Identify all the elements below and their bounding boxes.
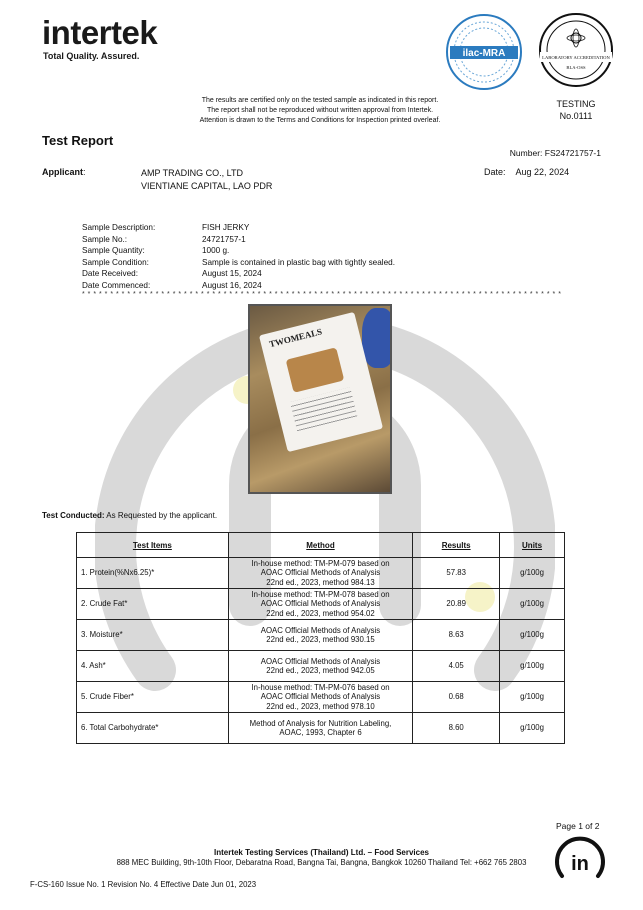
page-number: Page 1 of 2 — [556, 821, 600, 831]
sample-row — [82, 280, 395, 292]
result-cell: 0.68 — [413, 682, 500, 713]
result-cell: 8.60 — [413, 713, 500, 744]
table-row — [77, 589, 565, 620]
footer-company: Intertek Testing Services (Thailand) Ltd. – Food Services — [213, 848, 430, 857]
notice-line: The results are certified only on the tested sample as indicated in this report. — [201, 97, 439, 104]
applicant-name: AMP TRADING CO., LTD — [141, 168, 244, 178]
method-line: Method of Analysis for Nutrition Labeling, — [249, 718, 392, 728]
testing-number — [540, 98, 612, 122]
column-header: Units — [500, 533, 565, 558]
results-body — [77, 558, 565, 744]
sample-key: Sample Condition: — [82, 257, 149, 267]
sample-key: Date Commenced: — [82, 280, 151, 290]
applicant-address: VIENTIANE CAPITAL, LAO PDR — [141, 181, 273, 191]
method-line: AOAC Official Methods of Analysis — [260, 599, 381, 609]
test-item-cell: 4. Ash* — [77, 651, 229, 682]
accreditation-text: LABORATORY ACCREDITATION — [542, 55, 610, 60]
table-header-row — [77, 533, 565, 558]
test-item-cell: 6. Total Carbohydrate* — [77, 713, 229, 744]
logo-tagline: Total Quality. Assured. — [43, 51, 140, 61]
method-line: AOAC Official Methods of Analysis — [260, 625, 381, 635]
testing-label: TESTING — [556, 99, 596, 109]
method-line: AOAC Official Methods of Analysis — [260, 568, 381, 578]
result-cell: 8.63 — [413, 620, 500, 651]
ilac-text: ilac-MRA — [462, 48, 506, 59]
sample-row — [82, 268, 395, 280]
sample-row — [82, 222, 395, 234]
method-cell — [228, 682, 413, 713]
unit-cell: g/100g — [500, 651, 565, 682]
method-line: AOAC Official Methods of Analysis — [260, 656, 381, 666]
page-title: Test Report — [42, 133, 114, 148]
table-row — [77, 558, 565, 589]
method-line: AOAC, 1993, Chapter 6 — [279, 728, 362, 737]
unit-cell: g/100g — [500, 620, 565, 651]
method-line: In-house method: TM-PM-076 based on — [251, 682, 390, 692]
accreditation-code: BLA-OSS — [566, 65, 586, 70]
sample-row — [82, 245, 395, 257]
divider: * * * * * * * * * * * * * * * * * * * * * * * * * * * * * * * * * * * * * * * * * * * * * * * * * * * * * * * * * * * * * * * * * * * * * * * * * * * * * * * * * * * * * — [82, 291, 562, 298]
applicant-label: Applicant: — [42, 167, 86, 177]
method-line: 22nd ed., 2023, method 942.05 — [266, 666, 375, 675]
unit-cell: g/100g — [500, 589, 565, 620]
report-number: Number: FS24721757-1 — [509, 148, 601, 158]
applicant-label-text: Applicant — [42, 167, 84, 177]
accreditation-seal — [538, 12, 614, 88]
sample-row — [82, 257, 395, 269]
seal-text: in — [571, 853, 589, 875]
sample-photo — [248, 304, 392, 494]
unit-cell: g/100g — [500, 713, 565, 744]
ilac-mra-logo — [444, 12, 524, 92]
notice-line: Attention is drawn to the Terms and Conditions for Inspection printed overleaf. — [199, 117, 441, 124]
method-cell — [228, 558, 413, 589]
unit-cell: g/100g — [500, 558, 565, 589]
results-table — [76, 532, 565, 744]
footer-form: F-CS-160 Issue No. 1 Revision No. 4 Effective Date Jun 01, 2023 — [30, 880, 257, 889]
test-item-cell: 3. Moisture* — [77, 620, 229, 651]
footer-address: 888 MEC Building, 9th-10th Floor, Debaratna Road, Bangna Tai, Bangna, Bangkok 10260 Thailand Tel: +662 765 2803 — [116, 858, 527, 867]
method-line: 22nd ed., 2023, method 978.10 — [266, 701, 375, 711]
certification-notice — [150, 96, 490, 126]
package-art — [286, 347, 345, 393]
result-cell: 20.89 — [413, 589, 500, 620]
method-cell — [228, 713, 413, 744]
sample-key: Sample Description: — [82, 223, 156, 232]
date-label: Date: — [484, 167, 506, 177]
date-value: Aug 22, 2024 — [515, 167, 570, 177]
sample-value: 24721757-1 — [202, 234, 246, 244]
method-line: AOAC Official Methods of Analysis — [260, 692, 381, 702]
table-row — [77, 620, 565, 651]
sample-info — [82, 222, 395, 292]
table-row — [77, 713, 565, 744]
sample-key: Sample Quantity: — [82, 246, 145, 256]
column-header: Method — [228, 533, 413, 558]
test-conducted — [42, 511, 217, 520]
sample-value: 1000 g. — [202, 246, 230, 256]
package-text-lines — [290, 387, 357, 431]
sample-value: August 16, 2024 — [202, 280, 262, 290]
notice-line: The report shall not be reproduced without written approval from Intertek. — [206, 107, 434, 114]
unit-cell: g/100g — [500, 682, 565, 713]
sample-value: Sample is contained in plastic bag with tightly sealed. — [202, 257, 395, 267]
test-item-cell: 2. Crude Fat* — [77, 589, 229, 620]
method-line: In-house method: TM-PM-078 based on — [251, 589, 390, 599]
method-cell — [228, 651, 413, 682]
test-item-cell: 5. Crude Fiber* — [77, 682, 229, 713]
result-cell: 4.05 — [413, 651, 500, 682]
column-header: Results — [413, 533, 500, 558]
test-item-cell: 1. Protein(%Nx6.25)* — [77, 558, 229, 589]
test-conducted-value: As Requested by the applicant. — [106, 511, 218, 520]
glove-shape — [362, 308, 392, 368]
package-brand: TWOMEALS — [268, 326, 323, 350]
method-cell — [228, 589, 413, 620]
result-cell: 57.83 — [413, 558, 500, 589]
sample-value: FISH JERKY — [202, 223, 250, 232]
sample-value: August 15, 2024 — [202, 269, 262, 279]
method-line: 22nd ed., 2023, method 984.13 — [266, 577, 375, 587]
testing-no: No.0111 — [559, 111, 593, 121]
test-conducted-label: Test Conducted: — [42, 511, 105, 520]
method-line: In-house method: TM-PM-079 based on — [251, 558, 390, 568]
intertek-logo: intertek — [42, 14, 158, 51]
report-date — [484, 167, 569, 177]
table-row — [77, 651, 565, 682]
sample-row — [82, 234, 395, 246]
table-row — [77, 682, 565, 713]
method-line: 22nd ed., 2023, method 930.15 — [266, 635, 375, 644]
method-line: 22nd ed., 2023, method 954.02 — [266, 608, 375, 618]
applicant-block — [141, 167, 272, 193]
sample-key: Date Received: — [82, 269, 138, 279]
method-cell — [228, 620, 413, 651]
sample-key: Sample No.: — [82, 234, 128, 244]
column-header: Test Items — [77, 533, 229, 558]
